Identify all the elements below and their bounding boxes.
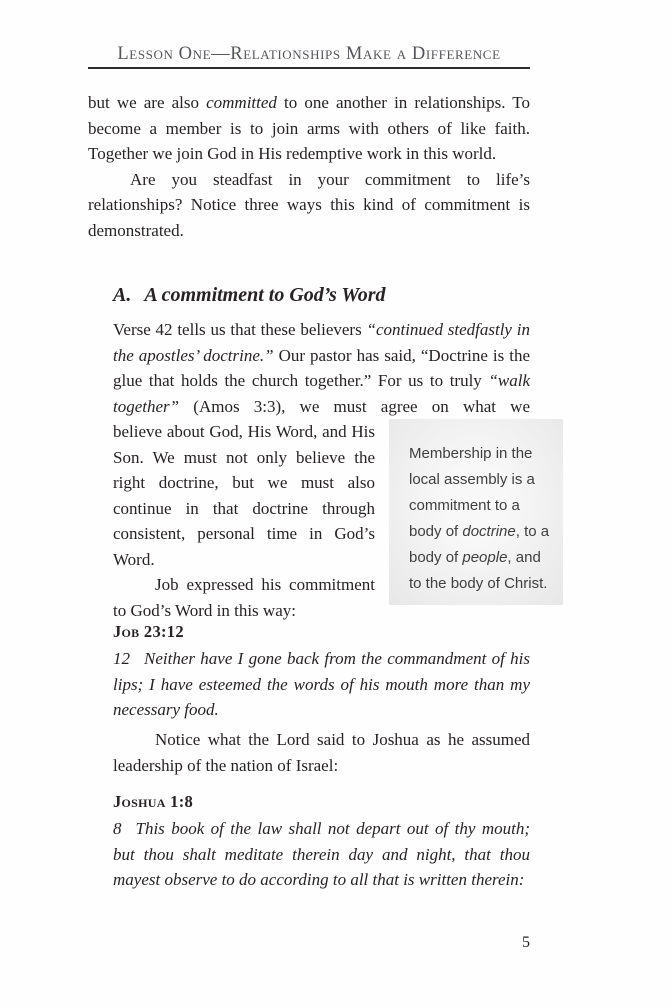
header-rule [88, 67, 530, 69]
transition-block [113, 727, 530, 778]
intro-paragraph-2: Are you steadfast in your commitment to life’s relationships? Notice three ways this kind of commitment is demonstrated. [88, 169, 530, 240]
section-a-heading [113, 283, 530, 307]
callout-italic-people: people [462, 549, 508, 566]
p1-seg-italic-2: “walk together” [113, 371, 530, 416]
section-a-wrap-region [113, 419, 550, 623]
verse-number: 12 [113, 649, 130, 668]
italic-emphasis: committed [206, 93, 277, 112]
p1-seg-roman-3: (Amos 3:3), we must agree on what we [179, 396, 530, 416]
page-number: 5 [522, 934, 530, 951]
intro-paragraph-1 [88, 90, 530, 167]
p1-seg-roman-1: Verse 42 tells us that these believers [113, 320, 367, 339]
p1-seg-roman-2: Our pastor has said, “Doctrine is the glue that holds the church together.” For us to truly [113, 345, 530, 390]
section-a-lead [113, 317, 530, 419]
content-column [88, 0, 550, 1008]
scripture-reference-job: Job 23:12 [113, 622, 184, 641]
section-a-paragraph-1 [113, 317, 530, 419]
running-head: Lesson One—Relationships Make a Difference [117, 44, 501, 64]
transition-paragraph: Notice what the Lord said to Joshua as he assumed leadership of the nation of Israel: [113, 730, 530, 775]
verse-number: 8 [113, 819, 122, 838]
callout-line: body of doctrine, to a [409, 523, 550, 540]
callout-italic-doctrine: doctrine [462, 523, 516, 540]
verse-text: This book of the law shall not depart out of thy mouth; but thou shalt meditate therein day and night, that thou mayest observe to do according to all that is written therein: [113, 819, 530, 889]
callout-line: to the body of Christ. [409, 575, 548, 592]
callout-line: Membership in the [409, 445, 533, 462]
scripture-verse-job [113, 646, 530, 723]
intro-p1-post: to one another in relationships. To become a member is to join arms with others of like faith. Together we join God in His redemptive work in this world. [88, 93, 531, 163]
intro-block [88, 90, 530, 243]
callout-box [389, 419, 563, 605]
section-a-paragraph-1-continued: believe about God, His Word, and His Son. We must not only believe the right doctrine, but we must also continue in that doctrine through consistent, personal time in God’s Word. [113, 422, 375, 569]
callout-line: body of people, and [409, 549, 541, 566]
p1-seg-italic-1: “continued stedfastly in the apostles’ doctrine.” [113, 320, 530, 365]
callout-line: commitment to a [409, 497, 520, 514]
section-a-label: A. [113, 284, 132, 306]
callout-line: local assembly is a [409, 471, 535, 488]
verse-text: Neither have I gone back from the commandment of his lips; I have esteemed the words of his mouth more than my necessary food. [113, 649, 530, 719]
intro-p1-pre: but we are also [88, 93, 207, 112]
scripture-reference-joshua: Joshua 1:8 [113, 792, 194, 811]
section-a-paragraph-2: Job expressed his commitment to God’s Word in this way: [113, 575, 375, 620]
scripture-verse-joshua [113, 816, 530, 893]
scripture-joshua [113, 789, 530, 893]
section-a-title: A commitment to God’s Word [144, 284, 386, 306]
section-a [113, 283, 550, 623]
scripture-job [113, 619, 530, 723]
